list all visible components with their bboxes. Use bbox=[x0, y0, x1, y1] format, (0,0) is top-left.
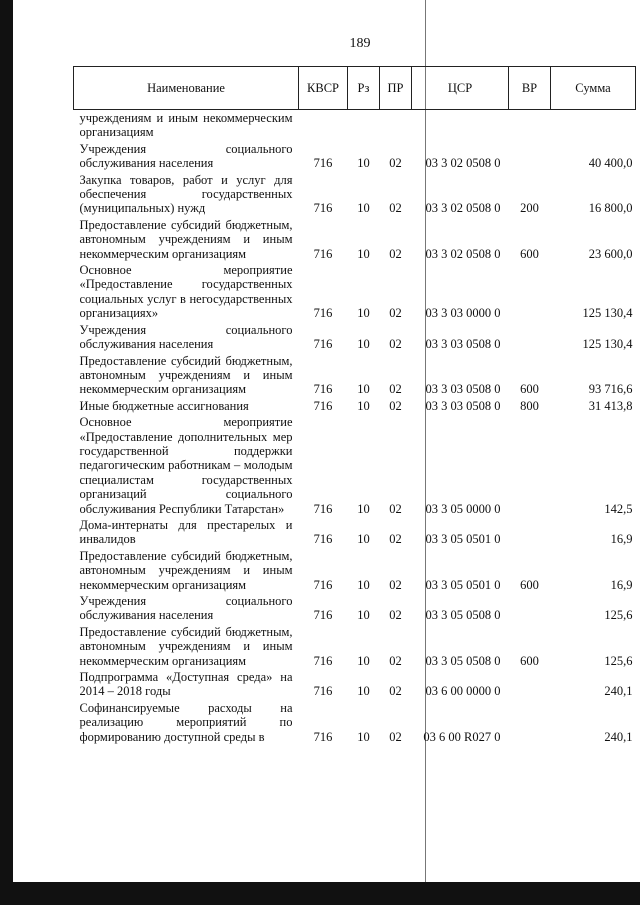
row-vr: 800 bbox=[520, 398, 539, 413]
row-vr bbox=[509, 669, 551, 700]
table-header-row bbox=[74, 67, 636, 110]
row-sum: 31 413,8 bbox=[588, 398, 633, 413]
row-csr: 03 6 00 R027 0 bbox=[423, 729, 501, 744]
row-kvsr: 716 bbox=[313, 246, 333, 261]
row-rz bbox=[348, 110, 380, 141]
row-name: Предоставление субсидий бюджетным, автономным учреждениям и иным некоммерческим организациям bbox=[79, 217, 293, 261]
row-rz: 10 bbox=[357, 608, 370, 623]
row-rz: 10 bbox=[357, 337, 370, 352]
table-row bbox=[74, 110, 636, 141]
row-sum: 23 600,0 bbox=[588, 246, 633, 261]
row-name: Учреждения социального обслуживания населения bbox=[79, 594, 293, 623]
row-name: учреждениям и иным некоммерческим организациям bbox=[79, 111, 293, 140]
row-rz: 10 bbox=[357, 653, 370, 668]
table-row bbox=[74, 414, 636, 517]
col-header-sum: Сумма bbox=[551, 67, 636, 110]
row-vr bbox=[509, 517, 551, 548]
row-kvsr bbox=[299, 110, 348, 141]
row-pr: 02 bbox=[389, 201, 402, 216]
table-body bbox=[74, 110, 636, 746]
row-pr: 02 bbox=[389, 684, 402, 699]
row-rz: 10 bbox=[357, 306, 370, 321]
row-name: Иные бюджетные ассигнования bbox=[79, 398, 249, 413]
table-row bbox=[74, 322, 636, 353]
row-csr: 03 3 05 0508 0 bbox=[425, 608, 501, 623]
row-kvsr: 716 bbox=[313, 532, 333, 547]
row-vr bbox=[509, 110, 551, 141]
row-pr: 02 bbox=[389, 501, 402, 516]
row-csr: 03 3 02 0508 0 bbox=[425, 201, 501, 216]
row-rz: 10 bbox=[357, 201, 370, 216]
row-vr bbox=[509, 322, 551, 353]
row-vr bbox=[509, 593, 551, 624]
row-name: Учреждения социального обслуживания населения bbox=[79, 322, 293, 352]
page-number: 189 bbox=[349, 36, 371, 51]
row-kvsr: 716 bbox=[313, 201, 333, 216]
row-pr: 02 bbox=[389, 382, 402, 397]
table-row bbox=[74, 141, 636, 172]
row-csr: 03 3 05 0000 0 bbox=[425, 501, 501, 516]
row-vr bbox=[509, 700, 551, 745]
scan-border-bottom bbox=[0, 882, 640, 905]
row-vr: 600 bbox=[520, 382, 539, 397]
row-csr: 03 3 05 0501 0 bbox=[425, 577, 501, 592]
row-sum bbox=[551, 110, 636, 141]
table-row bbox=[74, 517, 636, 548]
row-pr: 02 bbox=[389, 337, 402, 352]
row-name: Предоставление субсидий бюджетным, автономным учреждениям и иным некоммерческим организациям bbox=[79, 353, 293, 397]
table-row bbox=[74, 593, 636, 624]
table-row bbox=[74, 624, 636, 669]
row-name: Предоставление субсидий бюджетным, автономным учреждениям и иным некоммерческим организациям bbox=[79, 548, 293, 592]
row-pr: 02 bbox=[389, 729, 402, 744]
row-pr bbox=[380, 110, 412, 141]
col-header-pr: ПР bbox=[380, 67, 412, 110]
row-sum: 16,9 bbox=[610, 577, 633, 592]
row-sum: 125 130,4 bbox=[582, 306, 633, 321]
row-rz: 10 bbox=[357, 382, 370, 397]
row-sum: 125,6 bbox=[604, 653, 633, 668]
budget-table bbox=[73, 66, 636, 745]
row-vr bbox=[509, 141, 551, 172]
row-name: Дома-интернаты для престарелых и инвалидов bbox=[79, 517, 293, 547]
row-sum: 240,1 bbox=[604, 729, 633, 744]
row-sum: 125 130,4 bbox=[582, 337, 633, 352]
row-pr: 02 bbox=[389, 577, 402, 592]
table-row bbox=[74, 172, 636, 217]
row-pr: 02 bbox=[389, 532, 402, 547]
table-row bbox=[74, 669, 636, 700]
row-sum: 16,9 bbox=[610, 532, 633, 547]
row-csr bbox=[412, 110, 509, 141]
row-kvsr: 716 bbox=[313, 729, 333, 744]
scan-border-left bbox=[0, 0, 13, 905]
row-name: Учреждения социального обслуживания населения bbox=[79, 141, 293, 171]
row-csr: 03 3 03 0508 0 bbox=[425, 382, 501, 397]
row-kvsr: 716 bbox=[313, 337, 333, 352]
row-rz: 10 bbox=[357, 398, 370, 413]
row-name: Подпрограмма «Доступная среда» на 2014 – 2018 годы bbox=[79, 670, 293, 699]
col-header-name: Наименование bbox=[74, 67, 299, 110]
row-csr: 03 3 03 0000 0 bbox=[425, 306, 501, 321]
row-kvsr: 716 bbox=[313, 501, 333, 516]
row-csr: 03 3 02 0508 0 bbox=[425, 246, 501, 261]
row-name: Основное мероприятие «Предоставление государственных социальных услуг в негосударственных организациях» bbox=[79, 263, 293, 321]
col-header-vr: ВР bbox=[509, 67, 551, 110]
row-kvsr: 716 bbox=[313, 398, 333, 413]
col-header-kvsr: КВСР bbox=[299, 67, 348, 110]
row-vr bbox=[509, 414, 551, 517]
row-csr: 03 6 00 0000 0 bbox=[425, 684, 501, 699]
row-sum: 142,5 bbox=[604, 501, 633, 516]
table-row bbox=[74, 217, 636, 262]
row-kvsr: 716 bbox=[313, 608, 333, 623]
row-csr: 03 3 05 0508 0 bbox=[425, 653, 501, 668]
row-vr: 600 bbox=[520, 653, 539, 668]
row-pr: 02 bbox=[389, 608, 402, 623]
row-csr: 03 3 05 0501 0 bbox=[425, 532, 501, 547]
row-sum: 240,1 bbox=[604, 684, 633, 699]
row-kvsr: 716 bbox=[313, 577, 333, 592]
col-header-csr: ЦСР bbox=[412, 67, 509, 110]
row-vr: 200 bbox=[520, 201, 539, 216]
row-pr: 02 bbox=[389, 246, 402, 261]
row-sum: 93 716,6 bbox=[588, 382, 633, 397]
row-vr: 600 bbox=[520, 577, 539, 592]
row-sum: 125,6 bbox=[604, 608, 633, 623]
row-kvsr: 716 bbox=[313, 684, 333, 699]
row-csr: 03 3 03 0508 0 bbox=[425, 398, 501, 413]
row-csr: 03 3 03 0508 0 bbox=[425, 337, 501, 352]
row-sum: 40 400,0 bbox=[588, 156, 633, 171]
row-rz: 10 bbox=[357, 246, 370, 261]
table-row bbox=[74, 353, 636, 398]
row-kvsr: 716 bbox=[313, 156, 333, 171]
row-rz: 10 bbox=[357, 684, 370, 699]
row-pr: 02 bbox=[389, 306, 402, 321]
row-name: Основное мероприятие «Предоставление дополнительных мер государственной поддержки педагогическим работникам – молодым специалистам государственных организаций социального обслуживания Республики Татарстан» bbox=[79, 415, 293, 516]
row-kvsr: 716 bbox=[313, 382, 333, 397]
table-row bbox=[74, 700, 636, 745]
table-row bbox=[74, 398, 636, 414]
row-vr: 600 bbox=[520, 246, 539, 261]
row-pr: 02 bbox=[389, 653, 402, 668]
col-header-rz: Рз bbox=[348, 67, 380, 110]
row-rz: 10 bbox=[357, 532, 370, 547]
row-pr: 02 bbox=[389, 156, 402, 171]
row-sum: 16 800,0 bbox=[588, 201, 633, 216]
table-row bbox=[74, 548, 636, 593]
row-csr: 03 3 02 0508 0 bbox=[425, 156, 501, 171]
row-kvsr: 716 bbox=[313, 653, 333, 668]
table-row bbox=[74, 262, 636, 322]
row-vr bbox=[509, 262, 551, 322]
row-name: Софинансируемые расходы на реализацию мероприятий по формированию доступной среды в bbox=[79, 700, 293, 744]
row-pr: 02 bbox=[389, 398, 402, 413]
row-rz: 10 bbox=[357, 577, 370, 592]
row-kvsr: 716 bbox=[313, 306, 333, 321]
row-rz: 10 bbox=[357, 729, 370, 744]
row-rz: 10 bbox=[357, 501, 370, 516]
row-name: Закупка товаров, работ и услуг для обеспечения государственных (муниципальных) нужд bbox=[79, 172, 293, 216]
row-name: Предоставление субсидий бюджетным, автономным учреждениям и иным некоммерческим организациям bbox=[79, 624, 293, 668]
row-rz: 10 bbox=[357, 156, 370, 171]
